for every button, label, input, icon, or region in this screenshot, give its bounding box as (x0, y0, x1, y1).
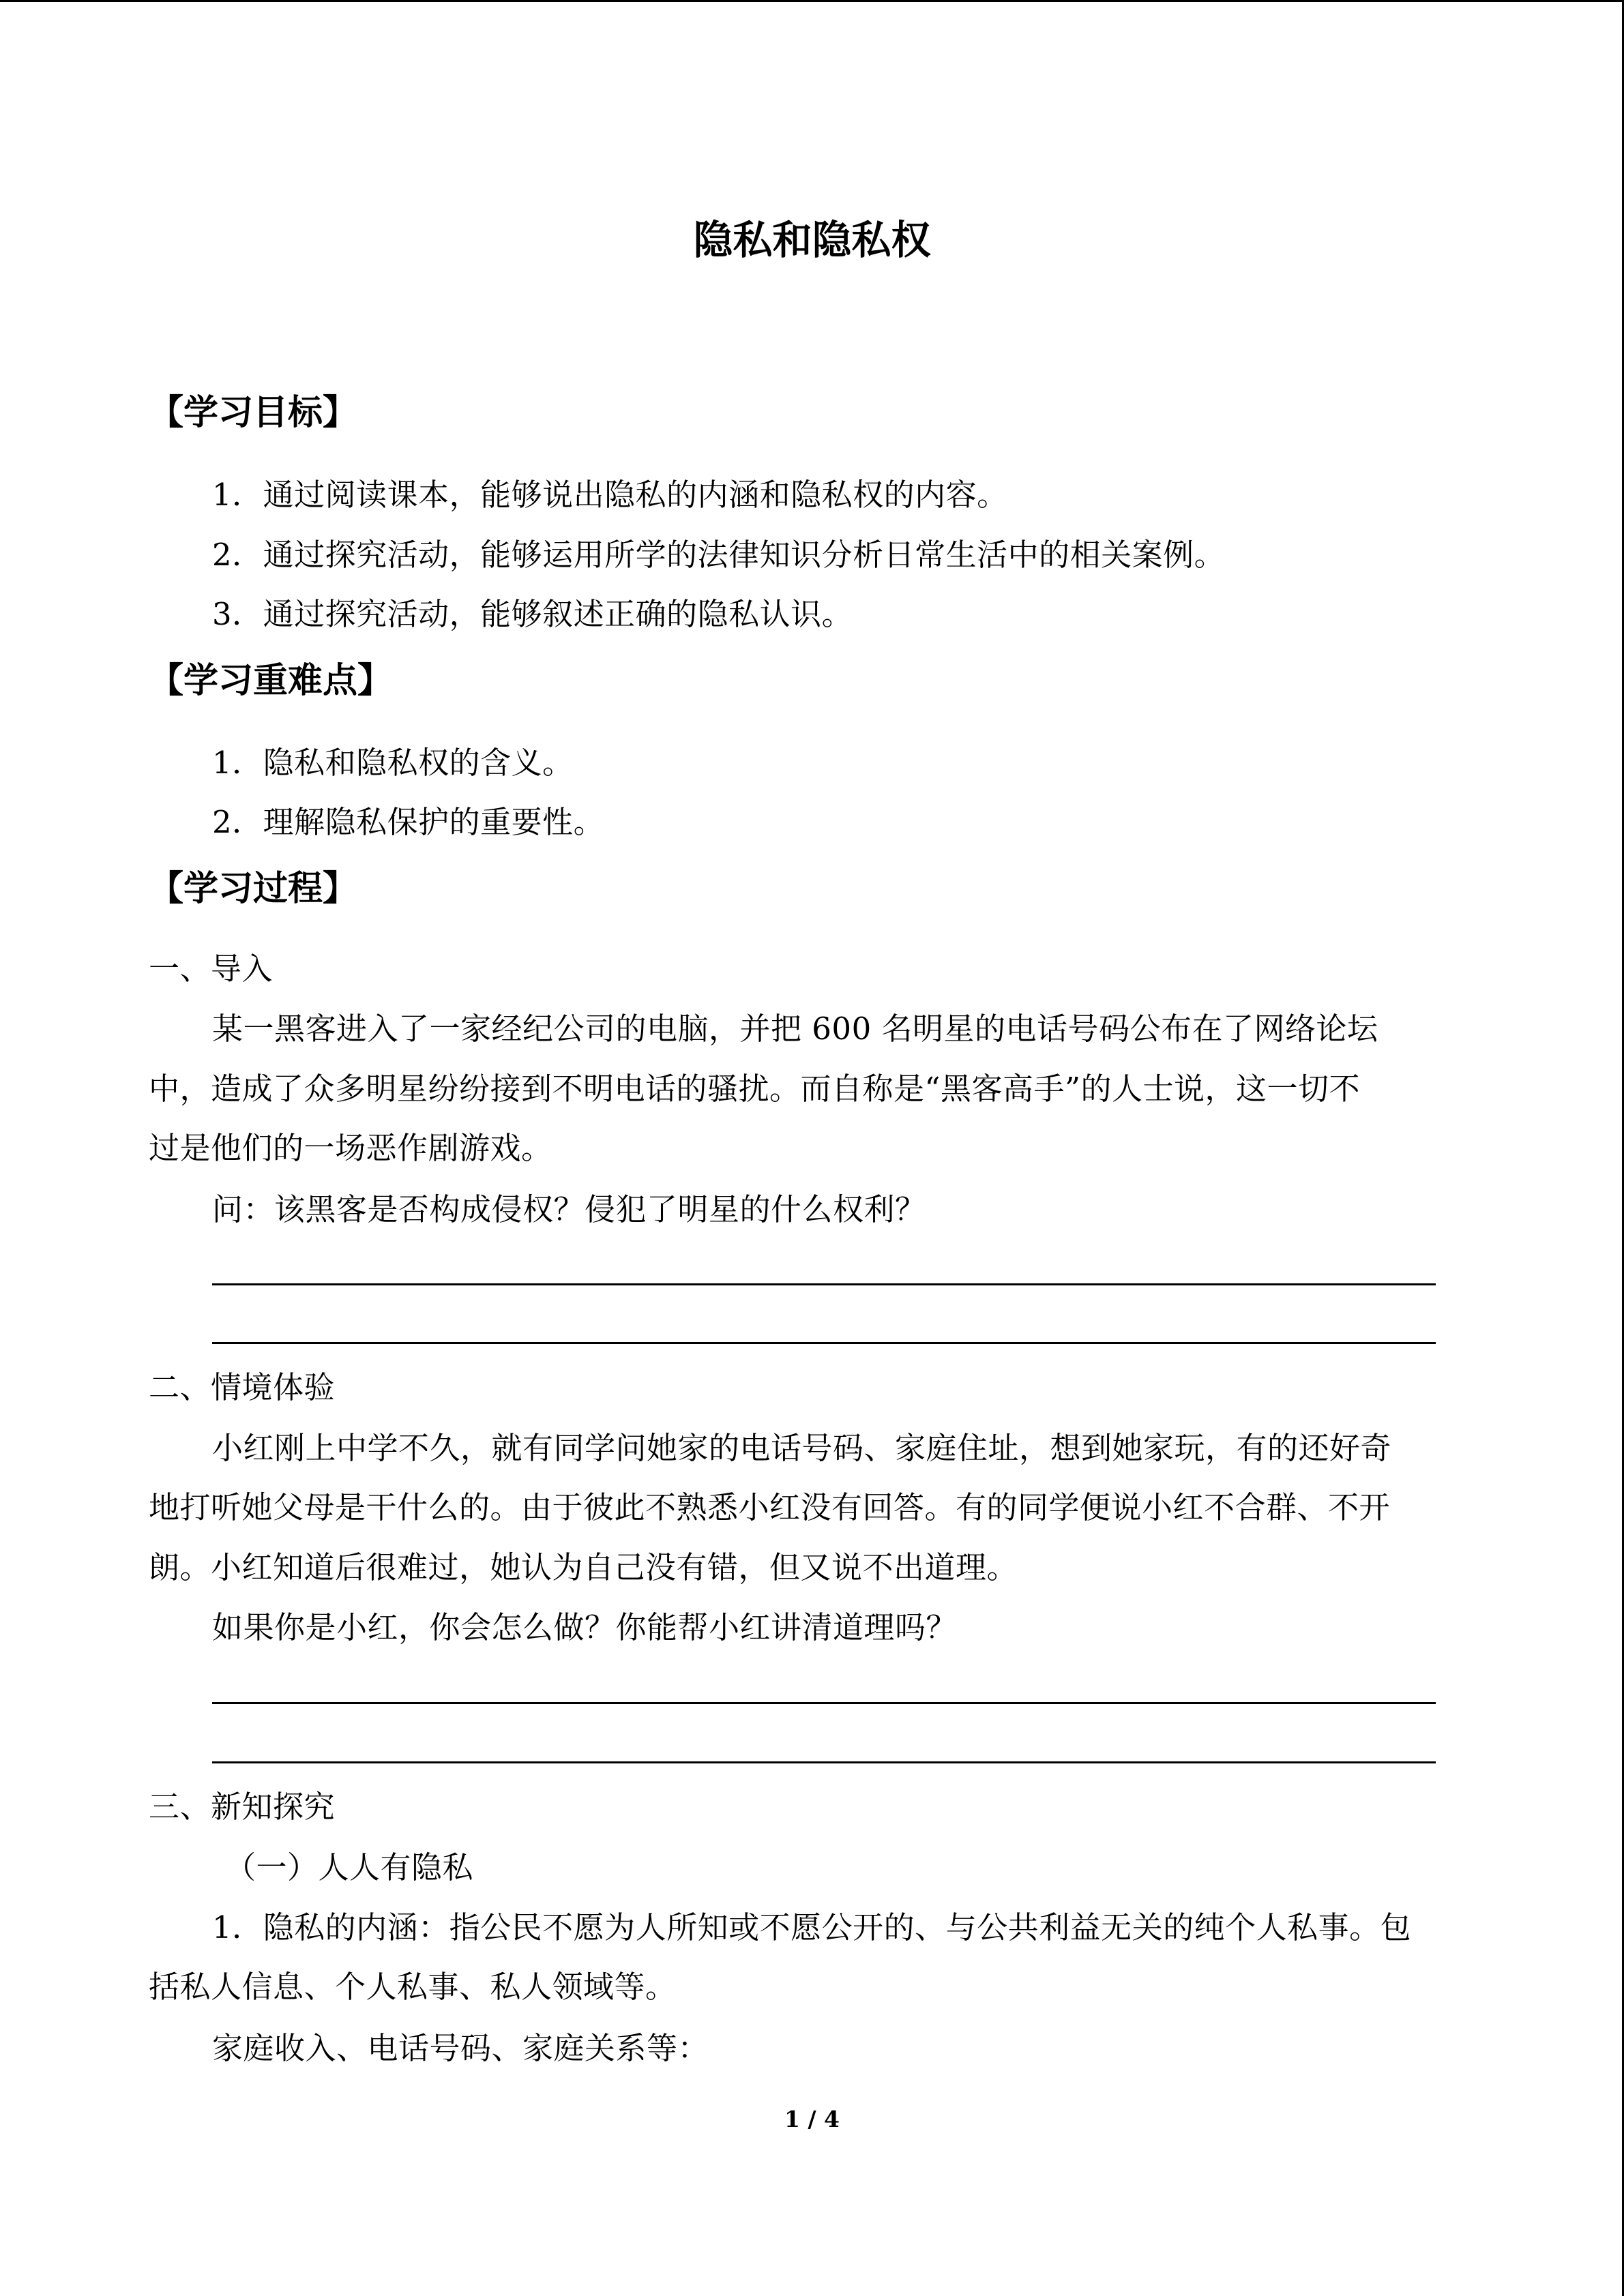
definition-line-1: 1．隐私的内涵：指公民不愿为人所知或不愿公开的、与公共利益无关的纯个人私事。包 (212, 1909, 1412, 1945)
scenario-paragraph-line-1: 小红刚上中学不久，就有同学问她家的电话号码、家庭住址，想到她家玩，有的还好奇 (212, 1430, 1392, 1466)
objective-item-2: 2．通过探究活动，能够运用所学的法律知识分析日常生活中的相关案例。 (212, 537, 1226, 573)
process-heading: 【学习过程】 (149, 869, 358, 909)
privacy-example: 家庭收入、电话号码、家庭关系等： (212, 2030, 709, 2066)
intro-heading: 一、导入 (149, 951, 274, 987)
page-top-border (0, 0, 1624, 2)
intro-question: 问：该黑客是否构成侵权？侵犯了明星的什么权利？ (212, 1191, 926, 1227)
intro-paragraph-line-3: 过是他们的一场恶作剧游戏。 (149, 1130, 552, 1166)
definition-line-2: 括私人信息、个人私事、私人领域等。 (149, 1969, 677, 2005)
scenario-paragraph-line-3: 朗。小红知道后很难过，她认为自己没有错，但又说不出道理。 (149, 1549, 1018, 1585)
objective-item-1: 1．通过阅读课本，能够说出隐私的内涵和隐私权的内容。 (212, 477, 1008, 513)
page-number: 1 / 4 (784, 2106, 840, 2132)
page-title: 隐私和隐私权 (693, 217, 931, 263)
scenario-heading: 二、情境体验 (149, 1369, 336, 1405)
intro-paragraph-line-1: 某一黑客进入了一家经纪公司的电脑，并把 600 名明星的电话号码公布在了网络论坛 (212, 1011, 1378, 1047)
new-knowledge-subheading: （一）人人有隐私 (225, 1849, 474, 1885)
intro-answer-line-2[interactable] (212, 1342, 1436, 1344)
intro-paragraph-line-2: 中，造成了众多明星纷纷接到不明电话的骚扰。而自称是“黑客高手”的人士说，这一切不 (149, 1071, 1361, 1107)
key-point-item-1: 1．隐私和隐私权的含义。 (212, 745, 574, 781)
objectives-heading: 【学习目标】 (149, 393, 358, 433)
objective-item-3: 3．通过探究活动，能够叙述正确的隐私认识。 (212, 596, 853, 632)
key-points-heading: 【学习重难点】 (149, 661, 393, 701)
key-point-item-2: 2．理解隐私保护的重要性。 (212, 804, 605, 840)
intro-answer-line-1[interactable] (212, 1283, 1436, 1285)
scenario-answer-line-2[interactable] (212, 1761, 1436, 1763)
scenario-answer-line-1[interactable] (212, 1702, 1436, 1704)
scenario-paragraph-line-2: 地打听她父母是干什么的。由于彼此不熟悉小红没有回答。有的同学便说小红不合群、不开 (149, 1489, 1391, 1525)
new-knowledge-heading: 三、新知探究 (149, 1789, 336, 1825)
scenario-question: 如果你是小红，你会怎么做？你能帮小红讲清道理吗？ (212, 1609, 958, 1645)
